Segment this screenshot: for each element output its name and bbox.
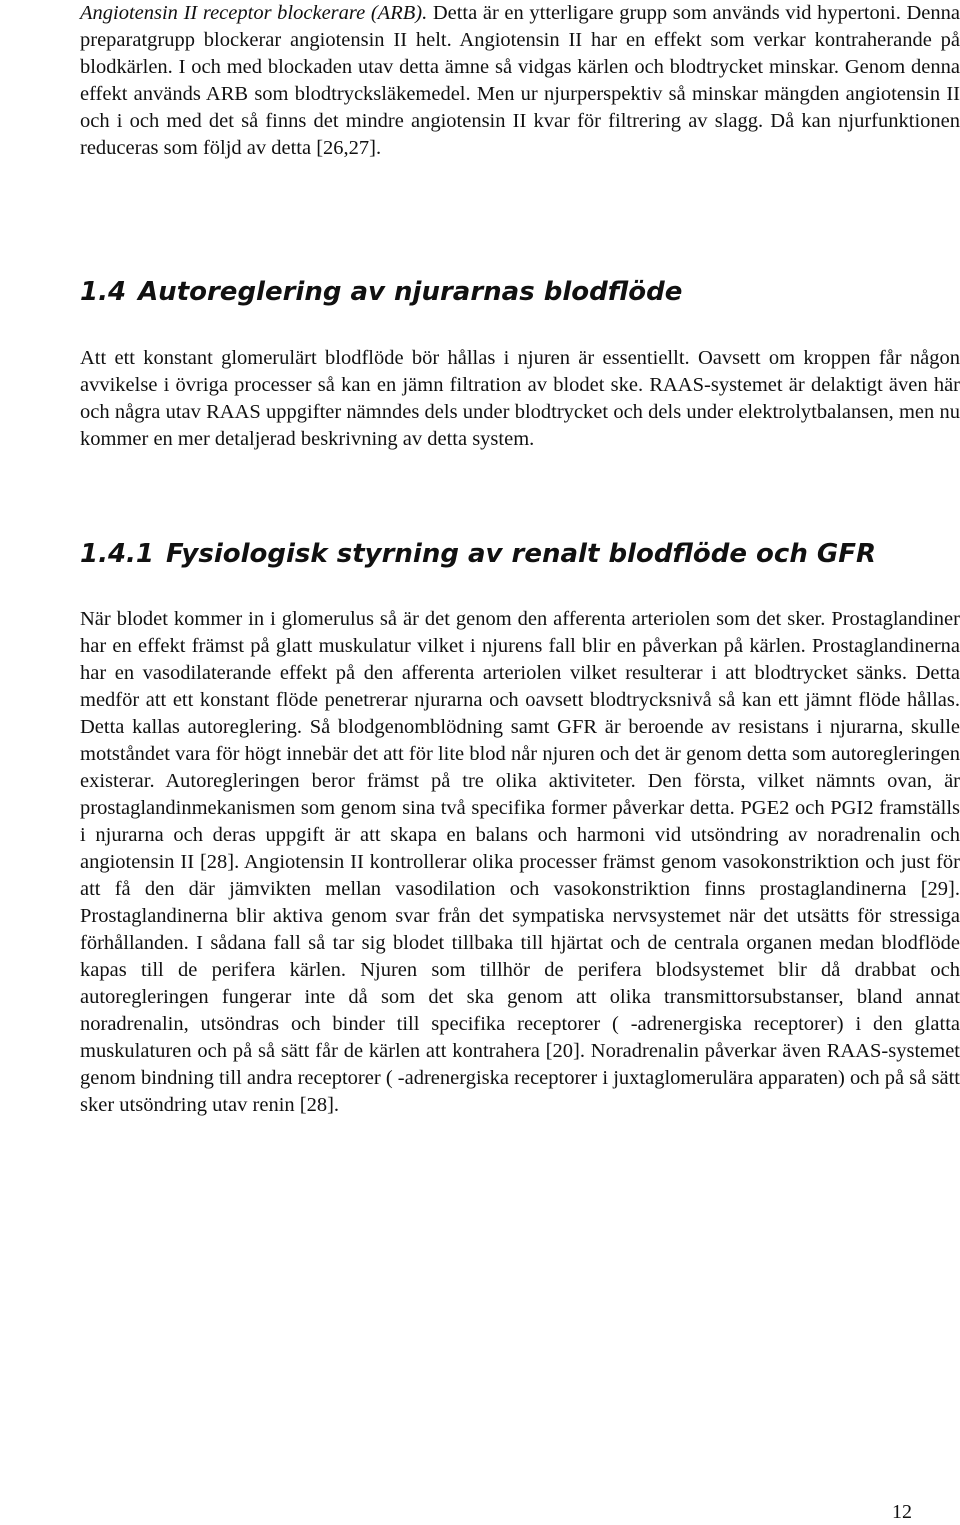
section-title: Autoreglering av njurarnas blodflöde (138, 277, 683, 307)
section-number: 1.4 (80, 277, 127, 307)
section-heading-1-4-1 (80, 537, 876, 571)
subsection-number: 1.4.1 (80, 539, 155, 569)
subsection-title: Fysiologisk styrning av renalt blodflöde och GFR (166, 539, 877, 569)
section-1-4-1-paragraph: När blodet kommer in i glomerulus så är det genom den afferenta arteriolen som det sker. Prostaglandiner har en effekt främst på glatt muskulatur vilket i njurens fall blir en påverkan på kärlen. Prostaglandinerna har en vasodilaterande effekt på den afferenta arteriolen vilket resulterar i att blodtrycket sänks. Detta medför att ett konstant flöde penetrerar njurarna och oavsett blodtrycksnivå så kan ett jämnt flöde hållas. Detta kallas autoreglering. Så blodgenomblödning samt GFR är beroende av resistans i njurarna, skulle motståndet vara för högt innebär det att för lite blod når njuren och det är genom detta som autoregleringen existerar. Autoregleringen beror främst på tre olika aktiviteter. Den första, vilket nämnts ovan, är prostaglandinmekanismen som genom sina två specifika former påverkar detta. PGE2 och PGI2 framställs i njurarna och deras uppgift är att skapa en balans och harmoni vid utsöndring av noradrenalin och angiotensin II [28]. Angiotensin II kontrollerar olika processer främst genom vasokonstriktion och just för att få den där jämvikten mellan vasodilation och vasokonstriktion finns prostaglandinerna [29]. Prostaglandinerna blir aktiva genom svar från det sympatiska nervsystemet när det utsätts för stressiga förhållanden. I sådana fall så tar sig blodet tillbaka till hjärtat och de centrala organen medan blodflöde kapas till de perifera kärlen. Njuren som tillhör de perifera blodsystemet blir då drabbat och autoregleringen fungerar inte då som det ska genom att olika transmittorsubstanser, bland annat noradrenalin, utsöndras och binder till specifika receptorer ( -adrenergiska receptorer) i den glatta muskulaturen och på så sätt får de kärlen att kontrahera [20]. Noradrenalin påverkar även RAAS-systemet genom bindning till andra receptorer ( -adrenergiska receptorer i juxtaglomerulära apparaten) och på så sätt sker utsöndring utav renin [28]. (80, 608, 960, 1116)
page-number: 12 (892, 1501, 912, 1523)
intro-body: Detta är en ytterligare grupp som används vid hypertoni. Denna preparatgrupp blockerar angiotensin II helt. Angiotensin II har en effekt som verkar kontraherande på blodkärlen. I och med blockaden utav detta ämne så vidgas kärlen och blodtrycket minskar. Genom denna effekt används ARB som blodtrycksläkemedel. Men ur njurperspektiv så minskar mängden angiotensin II och i och med det så finns det mindre angiotensin II kvar för filtrering av slagg. Då kan njurfunktionen reduceras som följd av detta [26,27]. (80, 2, 960, 159)
intro-paragraph (80, 0, 960, 162)
section-1-4-paragraph: Att ett konstant glomerulärt blodflöde bör hållas i njuren är essentiellt. Oavsett om kroppen får någon avvikelse i övriga processer så kan en jämn filtration av blodet ske. RAAS-systemet är delaktigt även här och några utav RAAS uppgifter nämndes dels under blodtrycket och dels under elektrolytbalansen, men nu kommer en mer detaljerad beskrivning av detta system. (80, 347, 960, 450)
intro-lead-italic: Angiotensin II receptor blockerare (ARB). (80, 2, 428, 24)
section-heading-1-4 (80, 275, 682, 309)
